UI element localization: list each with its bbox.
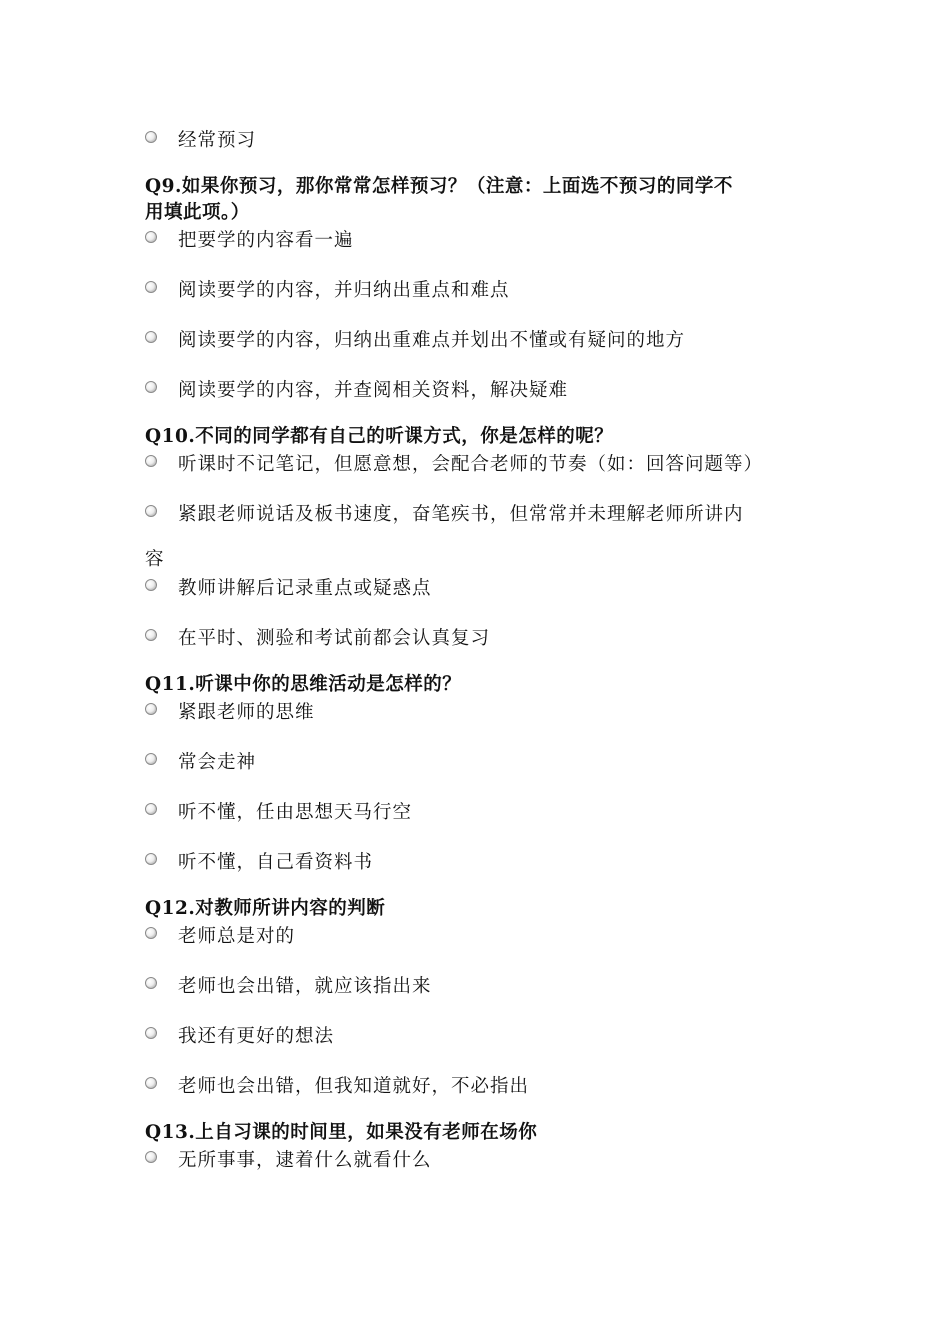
option-label: 老师也会出错，但我知道就好，不必指出 [178,1076,530,1097]
radio-button[interactable] [145,1151,157,1163]
radio-button[interactable] [145,803,157,815]
radio-button[interactable] [145,629,157,641]
radio-button[interactable] [145,579,157,591]
option-label: 我还有更好的想法 [178,1026,335,1047]
option-label: 听课时不记笔记，但愿意想，会配合老师的节奏（如：回答问题等） [178,454,764,475]
radio-button[interactable] [145,853,157,865]
option-label: 经常预习 [178,130,257,151]
radio-button[interactable] [145,505,157,517]
radio-button[interactable] [145,455,157,467]
radio-button[interactable] [145,1027,157,1039]
radio-button[interactable] [145,281,157,293]
radio-button[interactable] [145,381,157,393]
radio-button[interactable] [145,231,157,243]
q9-title-line1: Q9.如果你预习，那你常常怎样预习？（注意：上面选不预习的同学不 [145,176,733,197]
q10-option-2-continuation: 容 [145,549,164,570]
option-label: 无所事事，逮着什么就看什么 [178,1150,432,1171]
radio-button[interactable] [145,703,157,715]
q12-title: Q12.对教师所讲内容的判断 [145,898,386,919]
option-label: 阅读要学的内容，并归纳出重点和难点 [178,280,510,301]
option-label: 在平时、测验和考试前都会认真复习 [178,628,491,649]
radio-button[interactable] [145,131,157,143]
radio-button[interactable] [145,977,157,989]
option-label: 阅读要学的内容，并查阅相关资料，解决疑难 [178,380,569,401]
option-label: 把要学的内容看一遍 [178,230,354,251]
option-label: 听不懂，自己看资料书 [178,852,374,873]
option-label: 教师讲解后记录重点或疑惑点 [178,578,432,599]
q9-title-line2: 用填此项。） [145,202,250,223]
option-label: 常会走神 [178,752,257,773]
q10-title: Q10.不同的同学都有自己的听课方式，你是怎样的呢？ [145,426,614,447]
option-label: 紧跟老师的思维 [178,702,315,723]
option-label: 老师也会出错，就应该指出来 [178,976,432,997]
radio-button[interactable] [145,927,157,939]
q11-title: Q11.听课中你的思维活动是怎样的？ [145,674,462,695]
radio-button[interactable] [145,331,157,343]
radio-button[interactable] [145,1077,157,1089]
option-label: 老师总是对的 [178,926,296,947]
radio-button[interactable] [145,753,157,765]
q13-title: Q13.上自习课的时间里，如果没有老师在场你 [145,1122,538,1143]
option-label: 听不懂，任由思想天马行空 [178,802,413,823]
option-label: 阅读要学的内容，归纳出重难点并划出不懂或有疑问的地方 [178,330,686,351]
option-label: 紧跟老师说话及板书速度，奋笔疾书，但常常并未理解老师所讲内 [178,504,744,525]
